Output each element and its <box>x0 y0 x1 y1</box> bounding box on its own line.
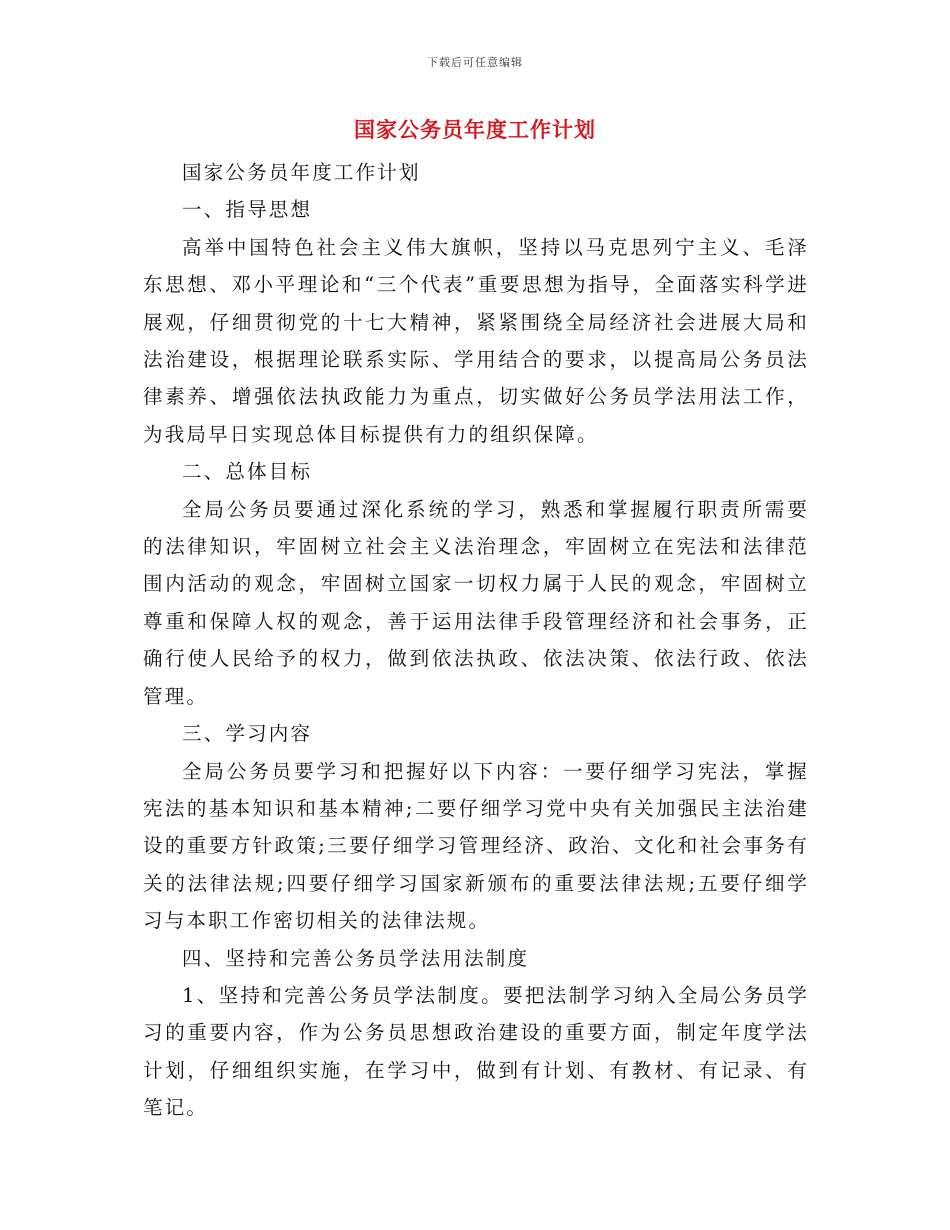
heading-guiding-ideology: 一、指导思想 <box>182 198 313 222</box>
heading-study-content: 三、学习内容 <box>182 722 313 746</box>
paragraph-study-content: 全局公务员要学习和把握好以下内容：一要仔细学习宪法，掌握宪法的基本知识和基本精神;二要仔细学习党中央有关加强民主法治建设的重要方针政策;三要仔细学习管理经济、政治、文化和社会事务有关的法律法规;四要仔细学习国家新颁布的重要法律法规;五要仔细学习与本职工作密切相关的法律法规。 <box>143 759 809 933</box>
paragraph-guiding-ideology: 高举中国特色社会主义伟大旗帜，坚持以马克思列宁主义、毛泽东思想、邓小平理论和“三个代表”重要思想为指导，全面落实科学进展观，仔细贯彻党的十七大精神，紧紧围绕全局经济社会进展大局和法治建设，根据理论联系实际、学用结合的要求，以提高局公务员法律素养、增强依法执政能力为重点，切实做好公务员学法用法工作，为我局早日实现总体目标提供有力的组织保障。 <box>143 235 809 446</box>
header-note: 下载后可任意编辑 <box>427 56 523 69</box>
heading-overall-goal: 二、总体目标 <box>182 460 313 484</box>
document-title: 国家公务员年度工作计划 <box>354 117 596 142</box>
paragraph-overall-goal: 全局公务员要通过深化系统的学习，熟悉和掌握履行职责所需要的法律知识，牢固树立社会主义法治理念，牢固树立在宪法和法律范围内活动的观念，牢固树立国家一切权力属于人民的观念，牢固树立尊重和保障人权的观念，善于运用法律手段管理经济和社会事务，正确行使人民给予的权力，做到依法执政、依法决策、依法行政、依法管理。 <box>143 497 809 708</box>
paragraph-subtitle: 国家公务员年度工作计划 <box>182 161 421 184</box>
paragraph-study-system-1: 1、坚持和完善公务员学法制度。要把法制学习纳入全局公务员学习的重要内容，作为公务员思想政治建设的重要方面，制定年度学法计划，仔细组织实施，在学习中，做到有计划、有教材、有记录、有笔记。 <box>143 983 809 1120</box>
document-body <box>143 154 809 1127</box>
heading-study-system: 四、坚持和完善公务员学法用法制度 <box>182 946 530 970</box>
